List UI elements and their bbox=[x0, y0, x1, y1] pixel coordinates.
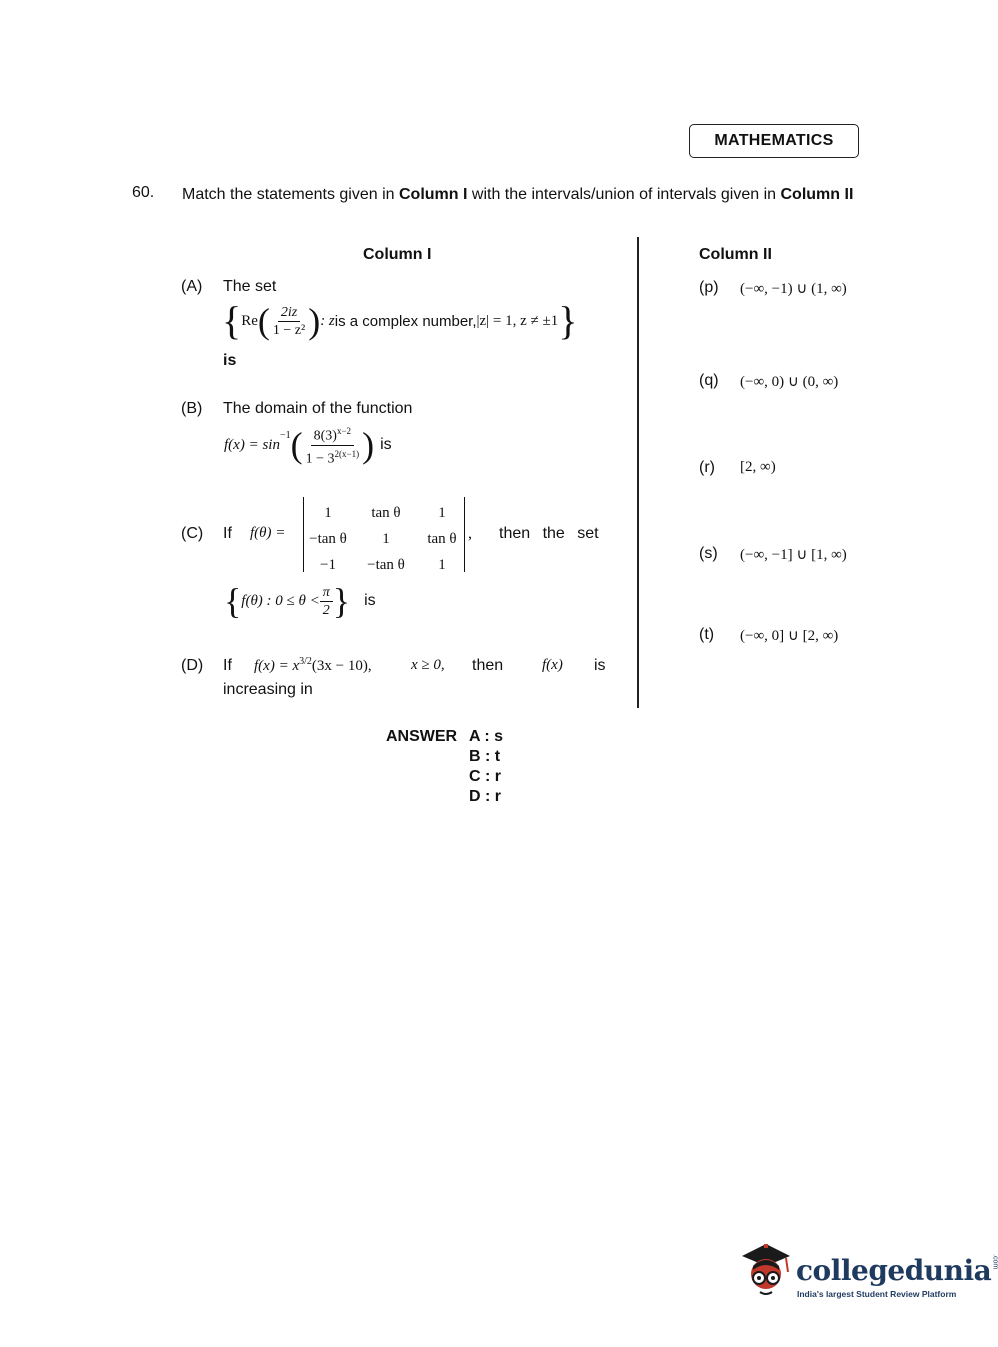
fx-x: f(x) = x bbox=[254, 658, 300, 674]
determinant-matrix bbox=[305, 500, 463, 578]
item-a-tail: is bbox=[223, 352, 237, 369]
matrix-cell: −1 bbox=[320, 556, 336, 573]
collegedunia-logo bbox=[796, 1254, 998, 1287]
determinant-right-bar bbox=[464, 497, 465, 572]
option-q-label: (q) bbox=[699, 372, 719, 389]
item-a-set bbox=[222, 298, 577, 344]
logo-name: collegedunia bbox=[796, 1254, 992, 1287]
sin-inverse-sup: −1 bbox=[279, 430, 291, 441]
matrix-row bbox=[305, 526, 463, 552]
fx-sin: f(x) = sin bbox=[224, 436, 280, 453]
matrix-cell: tan θ bbox=[371, 504, 401, 521]
item-c-if: If bbox=[223, 525, 232, 542]
answer-lines bbox=[469, 727, 503, 807]
condition-math: |z| = 1, z ≠ ±1 bbox=[476, 312, 559, 329]
column-i-ref: Column I bbox=[399, 186, 468, 203]
num-base: 8(3) bbox=[313, 428, 337, 444]
matrix-cell: 1 bbox=[382, 530, 390, 547]
matrix-cell: tan θ bbox=[427, 530, 457, 547]
left-paren: ( bbox=[290, 425, 303, 465]
item-b-tail: is bbox=[380, 436, 392, 453]
matrix-cell: −tan θ bbox=[309, 530, 347, 547]
matrix-cell: 1 bbox=[324, 504, 332, 521]
option-q-value: (−∞, 0) ∪ (0, ∞) bbox=[740, 374, 839, 390]
re-operator: Re bbox=[241, 312, 258, 329]
matrix-cell: 1 bbox=[438, 556, 446, 573]
matrix-row bbox=[305, 552, 463, 578]
item-b-fraction bbox=[303, 424, 362, 466]
option-s-label: (s) bbox=[699, 545, 718, 562]
item-a-line1: The set bbox=[223, 278, 277, 295]
matrix-cell: 1 bbox=[438, 504, 446, 521]
condition-text: is a complex number, bbox=[334, 312, 477, 330]
column-ii-ref: Column II bbox=[780, 186, 854, 203]
option-t-value: (−∞, 0] ∪ [2, ∞) bbox=[740, 628, 839, 644]
option-t-label: (t) bbox=[699, 626, 715, 643]
option-p-label: (p) bbox=[699, 279, 719, 296]
item-d-fx2: f(x) bbox=[542, 657, 563, 673]
answer-line: D : r bbox=[469, 788, 501, 805]
answer-line: B : t bbox=[469, 748, 501, 765]
item-d-function bbox=[254, 656, 372, 675]
option-r-value: [2, ∞) bbox=[740, 459, 776, 475]
frac-numerator bbox=[311, 424, 354, 446]
pi-over-two bbox=[320, 585, 333, 618]
answer-line: C : r bbox=[469, 768, 501, 785]
item-c-label: (C) bbox=[181, 525, 204, 542]
right-brace: } bbox=[558, 298, 578, 343]
matrix-cell: −tan θ bbox=[367, 556, 405, 573]
item-b-line1: The domain of the function bbox=[223, 400, 413, 417]
answer-title: ANSWER bbox=[386, 728, 458, 745]
item-d-then: then bbox=[472, 657, 504, 674]
column-divider bbox=[637, 237, 639, 708]
option-s-value: (−∞, −1] ∪ [1, ∞) bbox=[740, 547, 847, 563]
left-paren: ( bbox=[257, 301, 270, 341]
right-brace: } bbox=[332, 581, 351, 621]
two: 2 bbox=[322, 602, 330, 618]
option-p-value: (−∞, −1) ∪ (1, ∞) bbox=[740, 281, 847, 297]
subject-header bbox=[689, 124, 859, 158]
set-text: f(θ) : 0 ≤ θ < bbox=[241, 592, 320, 609]
item-d-if: If bbox=[223, 657, 232, 674]
item-c-comma: , bbox=[468, 525, 472, 542]
item-d-label: (D) bbox=[181, 657, 204, 674]
item-d-cond: x ≥ 0, bbox=[411, 657, 445, 673]
matrix-row bbox=[305, 500, 463, 526]
column-i-header: Column I bbox=[363, 246, 432, 263]
option-r-label: (r) bbox=[699, 459, 715, 476]
item-b-function bbox=[224, 422, 392, 468]
item-a-label: (A) bbox=[181, 278, 203, 295]
logo-tagline: India's largest Student Review Platform bbox=[797, 1289, 957, 1299]
question-text bbox=[182, 184, 862, 205]
question-text-prefix: Match the statements given in bbox=[182, 186, 399, 203]
fx-rest: (3x − 10), bbox=[311, 658, 372, 674]
item-c-then: then the set bbox=[499, 525, 599, 542]
collegedunia-logo-icon bbox=[736, 1240, 798, 1310]
logo-suffix: .com bbox=[991, 1254, 998, 1270]
frac-numerator: 2iz bbox=[278, 305, 300, 322]
frac-denominator bbox=[303, 446, 362, 467]
frac-denominator: 1 − z² bbox=[272, 322, 306, 338]
item-d-is: is bbox=[594, 657, 606, 674]
left-brace: { bbox=[224, 581, 242, 621]
item-c-fx: f(θ) = bbox=[250, 525, 286, 541]
right-paren: ) bbox=[308, 301, 321, 341]
answer-line: A : s bbox=[469, 728, 504, 745]
item-a-fraction bbox=[270, 305, 308, 338]
condition-z: : z bbox=[320, 312, 335, 329]
pi: π bbox=[320, 585, 333, 602]
item-b-label: (B) bbox=[181, 400, 203, 417]
den-base: 1 − 3 bbox=[305, 451, 335, 467]
question-text-mid: with the intervals/union of intervals given in bbox=[467, 186, 781, 203]
left-brace: { bbox=[222, 298, 242, 343]
subject-title: MATHEMATICS bbox=[714, 132, 834, 149]
question-number: 60. bbox=[132, 184, 155, 201]
item-c-set bbox=[224, 578, 376, 624]
item-c-tail: is bbox=[364, 592, 376, 609]
item-d-line2: increasing in bbox=[223, 681, 313, 698]
right-paren: ) bbox=[362, 425, 375, 465]
den-exp: 2(x−1) bbox=[334, 448, 360, 459]
num-exp: x−2 bbox=[336, 425, 352, 436]
column-ii-header: Column II bbox=[699, 246, 772, 263]
exponent: 3/2 bbox=[299, 656, 312, 667]
